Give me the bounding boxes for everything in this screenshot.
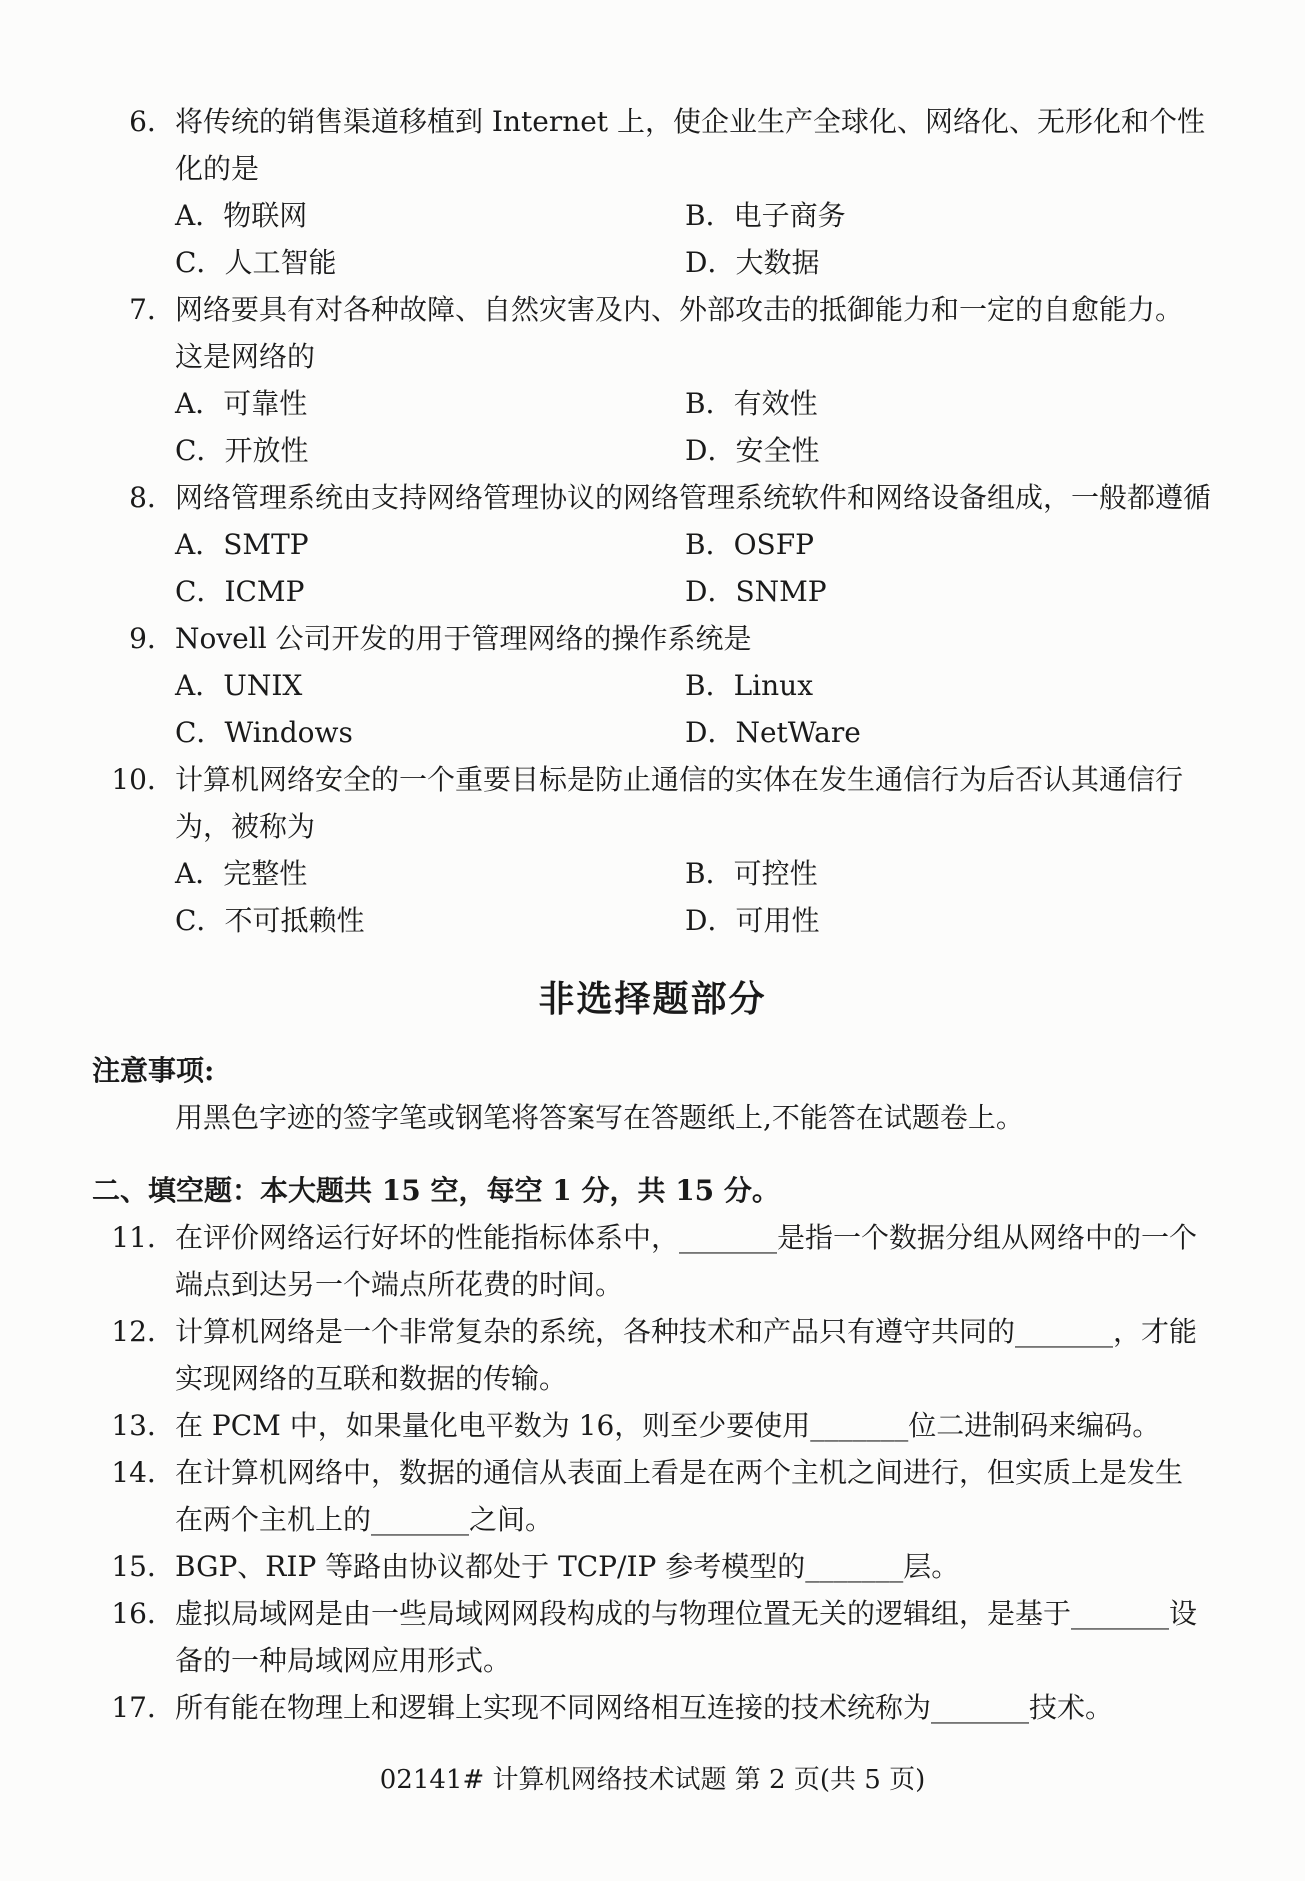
option-text: 不可抵赖性 — [224, 904, 365, 937]
question-9 — [0, 615, 1305, 756]
notice-heading: 注意事项: — [92, 1054, 215, 1087]
option-a — [175, 192, 307, 239]
option-a — [175, 850, 307, 897]
question-10 — [0, 756, 1305, 944]
option-text: 可控性 — [733, 857, 818, 890]
option-text: SNMP — [735, 575, 827, 608]
question-number: 16． — [111, 1597, 175, 1630]
question-line — [0, 1684, 1305, 1731]
page-footer: 02141# 计算机网络技术试题 第 2 页(共 5 页) — [379, 1765, 926, 1795]
question-text: 所有能在物理上和逻辑上实现不同网络相互连接的技术统称为_______技术。 — [175, 1691, 1114, 1724]
option-d — [685, 897, 819, 944]
option-label: C． — [175, 904, 225, 937]
option-d — [685, 239, 819, 286]
option-label: A． — [175, 669, 224, 702]
question-number: 12． — [111, 1315, 175, 1348]
question-text: 计算机网络安全的一个重要目标是防止通信的实体在发生通信行为后否认其通信行 — [175, 763, 1184, 796]
option-row — [0, 521, 1305, 568]
question-number: 15． — [111, 1550, 175, 1583]
option-label: B． — [685, 857, 734, 890]
notice-body: 用黑色字迹的签字笔或钢笔将答案写在答题纸上,不能答在试题卷上。 — [175, 1101, 1024, 1134]
option-a — [175, 380, 307, 427]
option-label: D． — [685, 246, 736, 279]
question-line: 化的是 — [175, 152, 260, 185]
option-text: 开放性 — [224, 434, 309, 467]
option-c — [175, 427, 308, 474]
option-text: 有效性 — [733, 387, 818, 420]
option-text: 大数据 — [735, 246, 820, 279]
option-label: D． — [685, 904, 736, 937]
option-label: C． — [175, 434, 225, 467]
option-label: A． — [175, 528, 224, 561]
option-text: 完整性 — [223, 857, 308, 890]
option-b — [685, 192, 846, 239]
option-label: A． — [175, 199, 224, 232]
option-b — [685, 521, 814, 568]
question-number: 6． — [129, 105, 175, 138]
question-line — [0, 615, 1305, 662]
option-text: SMTP — [223, 528, 309, 561]
option-b — [685, 850, 818, 897]
question-text: 计算机网络是一个非常复杂的系统，各种技术和产品只有遵守共同的_______，才能 — [175, 1315, 1198, 1348]
option-row — [0, 568, 1305, 615]
question-text: 虚拟局域网是由一些局域网网段构成的与物理位置无关的逻辑组，是基于_______设 — [175, 1597, 1198, 1630]
option-label: D． — [685, 434, 736, 467]
question-text: 网络管理系统由支持网络管理协议的网络管理系统软件和网络设备组成，一般都遵循 — [175, 481, 1212, 514]
option-label: C． — [175, 575, 225, 608]
fill-section-heading: 二、填空题：本大题共 15 空，每空 1 分，共 15 分。 — [92, 1174, 780, 1207]
question-text: 在评价网络运行好坏的性能指标体系中，_______是指一个数据分组从网络中的一个 — [175, 1221, 1198, 1254]
question-text: 在 PCM 中，如果量化电平数为 16，则至少要使用_______位二进制码来编码。 — [175, 1409, 1161, 1442]
option-text: 安全性 — [735, 434, 820, 467]
question-number: 10． — [111, 763, 175, 796]
question-number: 14． — [111, 1456, 175, 1489]
option-b — [685, 662, 813, 709]
option-row — [0, 662, 1305, 709]
option-text: Linux — [733, 669, 813, 702]
question-line: 在两个主机上的_______之间。 — [175, 1503, 554, 1536]
question-text: 网络要具有对各种故障、自然灾害及内、外部攻击的抵御能力和一定的自愈能力。 — [175, 293, 1184, 326]
option-row — [0, 850, 1305, 897]
option-text: 人工智能 — [224, 246, 337, 279]
option-label: B． — [685, 199, 734, 232]
option-row — [0, 897, 1305, 944]
question-line — [0, 1402, 1305, 1449]
question-number: 8． — [129, 481, 175, 514]
option-row — [0, 239, 1305, 286]
option-label: C． — [175, 246, 225, 279]
fill-section — [0, 1214, 1305, 1731]
option-b — [685, 380, 818, 427]
option-d — [685, 427, 819, 474]
mcq-section — [0, 98, 1305, 944]
option-text: 可靠性 — [223, 387, 308, 420]
option-text: OSFP — [733, 528, 814, 561]
question-line: 备的一种局域网应用形式。 — [175, 1644, 512, 1677]
option-c — [175, 568, 304, 615]
option-text: Windows — [224, 716, 353, 749]
question-number: 13． — [111, 1409, 175, 1442]
option-label: D． — [685, 716, 736, 749]
question-line — [0, 286, 1305, 333]
option-label: B． — [685, 387, 734, 420]
option-label: B． — [685, 528, 734, 561]
option-label: D． — [685, 575, 736, 608]
option-d — [685, 568, 827, 615]
question-number: 17． — [111, 1691, 175, 1724]
option-c — [175, 239, 336, 286]
question-line: 实现网络的互联和数据的传输。 — [175, 1362, 568, 1395]
question-line — [0, 1590, 1305, 1637]
option-row — [0, 427, 1305, 474]
question-line — [0, 1214, 1305, 1261]
question-line — [0, 98, 1305, 145]
question-number: 7． — [129, 293, 175, 326]
option-text: NetWare — [735, 716, 861, 749]
question-line — [0, 1449, 1305, 1496]
option-text: 可用性 — [735, 904, 820, 937]
option-d — [685, 709, 861, 756]
question-line: 端点到达另一个端点所花费的时间。 — [175, 1268, 624, 1301]
option-label: C． — [175, 716, 225, 749]
question-6 — [0, 98, 1305, 286]
option-row — [0, 192, 1305, 239]
option-text: 物联网 — [223, 199, 308, 232]
option-a — [175, 662, 302, 709]
question-line — [0, 1543, 1305, 1590]
option-row — [0, 380, 1305, 427]
question-text: BGP、RIP 等路由协议都处于 TCP/IP 参考模型的_______层。 — [175, 1550, 960, 1583]
option-text: UNIX — [223, 669, 303, 702]
question-line — [0, 1308, 1305, 1355]
option-label: B． — [685, 669, 734, 702]
question-line — [0, 474, 1305, 521]
question-text: 将传统的销售渠道移植到 Internet 上，使企业生产全球化、网络化、无形化和个性 — [175, 105, 1205, 138]
option-row — [0, 709, 1305, 756]
option-label: A． — [175, 387, 224, 420]
question-text: Novell 公司开发的用于管理网络的操作系统是 — [175, 622, 752, 655]
option-label: A． — [175, 857, 224, 890]
option-text: ICMP — [224, 575, 305, 608]
question-8 — [0, 474, 1305, 615]
section-title: 非选择题部分 — [538, 978, 767, 1020]
question-line — [0, 756, 1305, 803]
option-a — [175, 521, 309, 568]
question-text: 在计算机网络中，数据的通信从表面上看是在两个主机之间进行，但实质上是发生 — [175, 1456, 1184, 1489]
option-c — [175, 897, 364, 944]
question-line: 为，被称为 — [175, 810, 316, 843]
question-number: 9． — [129, 622, 175, 655]
question-7 — [0, 286, 1305, 474]
question-line: 这是网络的 — [175, 340, 316, 373]
option-text: 电子商务 — [733, 199, 846, 232]
question-number: 11． — [111, 1221, 175, 1254]
option-c — [175, 709, 353, 756]
